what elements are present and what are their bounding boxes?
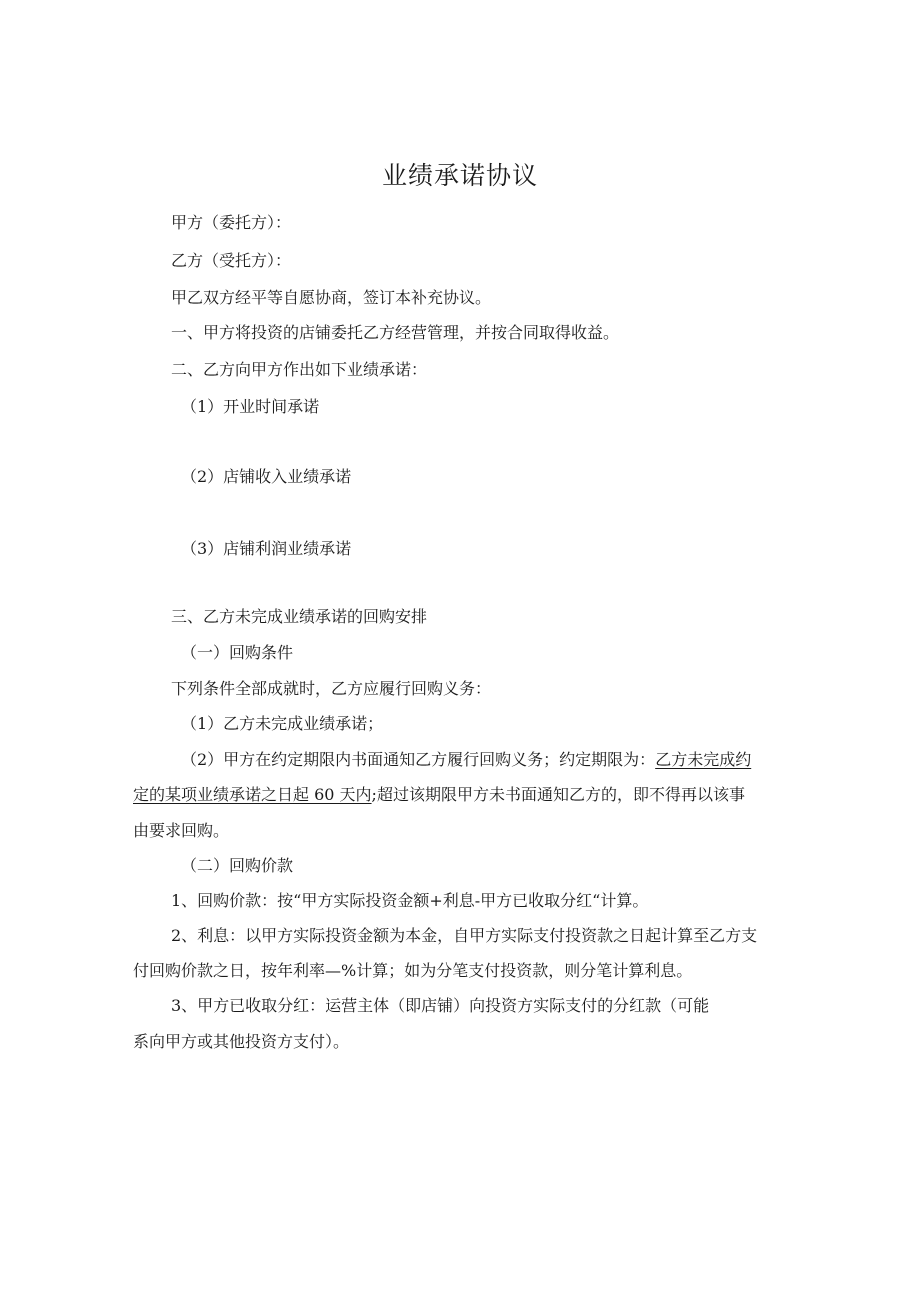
price-3-line-1: 3、甲方已收取分红：运营主体（即店铺）向投资方实际支付的分红款（可能 <box>171 996 710 1015</box>
clause-2: 二、乙方向甲方作出如下业绩承诺： <box>171 360 428 379</box>
party-a-line: 甲方（委托方）： <box>171 213 292 232</box>
condition-2-line-2 <box>133 785 745 805</box>
condition-2-text: （2）甲方在约定期限内书面通知乙方履行回购义务；约定期限为： <box>181 750 656 769</box>
subsection-2-heading: （二）回购价款 <box>181 856 294 875</box>
party-b-line: 乙方（受托方）： <box>171 251 292 270</box>
price-3-line-2: 系向甲方或其他投资方支付）。 <box>133 1032 350 1051</box>
condition-1: （1）乙方未完成业绩承诺； <box>181 714 384 733</box>
promise-2: （2）店铺收入业绩承诺 <box>181 467 352 486</box>
condition-2-continuation: ;超过该期限甲方未书面通知乙方的，即不得再以该事 <box>371 785 745 804</box>
condition-2-underlined-period: 定的某项业绩承诺之日起 60 天内 <box>133 785 372 804</box>
subsection-1-heading: （一）回购条件 <box>181 643 294 662</box>
condition-2-underlined-term: 乙方未完成约 <box>655 750 752 769</box>
price-1: 1、回购价款：按“甲方实际投资金额+利息-甲方已收取分红“计算。 <box>171 891 649 910</box>
intro-paragraph: 甲乙双方经平等自愿协商，签订本补充协议。 <box>171 288 492 307</box>
price-2-line-1: 2、利息：以甲方实际投资金额为本金，自甲方实际支付投资款之日起计算至乙方支 <box>171 926 758 945</box>
document-title: 业绩承诺协议 <box>381 161 538 190</box>
price-2-line-2: 付回购价款之日，按年利率—%计算；如为分笔支付投资款，则分笔计算利息。 <box>133 961 693 980</box>
promise-1: （1）开业时间承诺 <box>181 397 320 416</box>
clause-3: 三、乙方未完成业绩承诺的回购安排 <box>171 607 428 626</box>
promise-3: （3）店铺利润业绩承诺 <box>181 539 352 558</box>
clause-1: 一、甲方将投资的店铺委托乙方经营管理，并按合同取得收益。 <box>171 323 620 342</box>
conditions-intro: 下列条件全部成就时，乙方应履行回购义务： <box>171 679 492 698</box>
condition-2-line-3: 由要求回购。 <box>133 821 230 840</box>
condition-2-line-1 <box>181 750 751 770</box>
